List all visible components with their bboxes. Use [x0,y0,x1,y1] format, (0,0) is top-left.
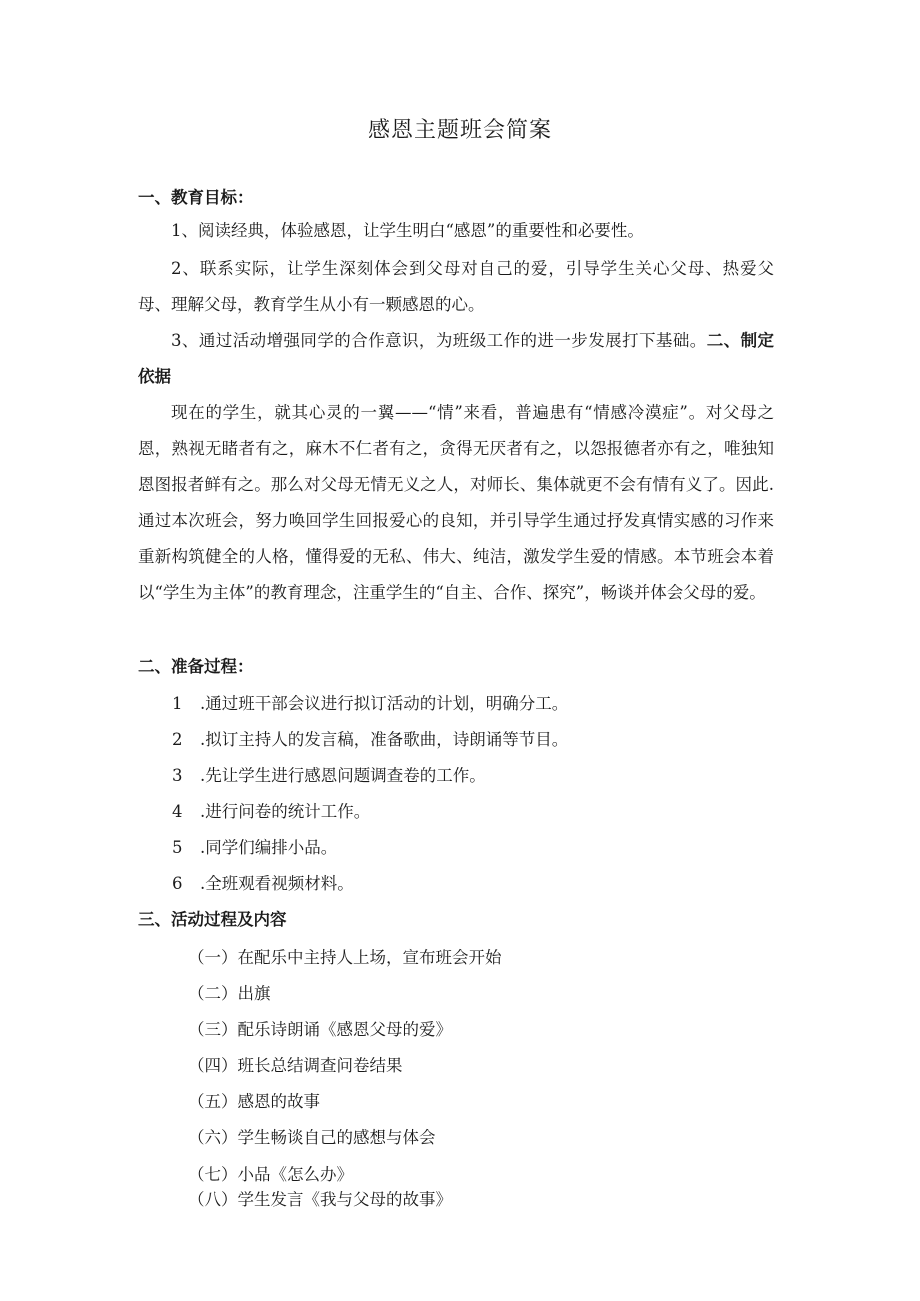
prep-step-text: .全班观看视频材料。 [200,874,354,893]
activity-item: （一）在配乐中主持人上场，宣布班会开始 [188,948,502,967]
section-heading-activities: 三、活动过程及内容 [138,910,287,929]
prep-step [172,758,486,794]
activity-item: （二）出旗 [188,984,271,1003]
section-heading-basis: 二、制定依据 [138,331,775,386]
section-heading-goals: 一、教育目标： [138,188,254,207]
prep-step-text: .进行问卷的统计工作。 [200,802,371,821]
prep-step-number: 6 [172,874,183,893]
goal-item-1: 1、阅读经典，体验感恩，让学生明白“感恩”的重要性和必要性。 [171,221,644,240]
prep-step-number: 5 [172,838,183,857]
section-heading-preparation: 二、准备过程： [138,657,254,676]
prep-step-number: 1 [172,694,183,713]
prep-step-text: .同学们编排小品。 [200,838,338,857]
prep-step-number: 4 [172,802,183,821]
prep-step-text: .先让学生进行感恩问题调查卷的工作。 [200,766,486,785]
prep-step-number: 2 [172,730,183,749]
goal-item-3: 3、通过活动增强同学的合作意识，为班级工作的进一步发展打下基础。 [171,331,707,350]
prep-step [172,722,568,758]
activity-item: （三）配乐诗朗诵《感恩父母的爱》 [188,1020,452,1039]
prep-step [172,686,568,722]
prep-step [172,830,337,866]
prep-step-text: .拟订主持人的发言稿，准备歌曲，诗朗诵等节目。 [200,730,569,749]
activity-item: （七）小品《怎么办》 [188,1165,353,1184]
document-title: 感恩主题班会简案 [367,118,552,143]
activity-item: （八）学生发言《我与父母的故事》 [188,1190,452,1209]
prep-step [172,866,354,902]
prep-step-text: .通过班干部会议进行拟订活动的计划，明确分工。 [200,694,569,713]
activity-item: （六）学生畅谈自己的感想与体会 [188,1128,436,1147]
activity-item: （五）感恩的故事 [188,1092,320,1111]
prep-step [172,794,370,830]
prep-step-number: 3 [172,766,183,785]
activity-item: （四）班长总结调查问卷结果 [188,1056,403,1075]
basis-paragraph: 现在的学生，就其心灵的一翼——“情”来看，普遍患有“情感冷漠症”。对父母之恩，熟视无睹者有之，麻木不仁者有之，贪得无厌者有之，以怨报德者亦有之，唯独知恩图报者鲜有之。那么对父母无情无义之人，对师长、集体就更不会有情有义了。因此.通过本次班会，努力唤回学生回报爱心的良知，并引导学生通过抒发真情实感的习作来重新构筑健全的人格，懂得爱的无私、伟大、纯洁，激发学生爱的情感。本节班会本着以“学生为主体”的教育理念，注重学生的“自主、合作、探究”，畅谈并体会父母的爱。 [138,403,774,602]
goal-item-3-with-heading [138,323,774,395]
goal-item-2: 2、联系实际，让学生深刻体会到父母对自己的爱，引导学生关心父母、热爱父母、理解父母，教育学生从小有一颗感恩的心。 [138,259,774,314]
